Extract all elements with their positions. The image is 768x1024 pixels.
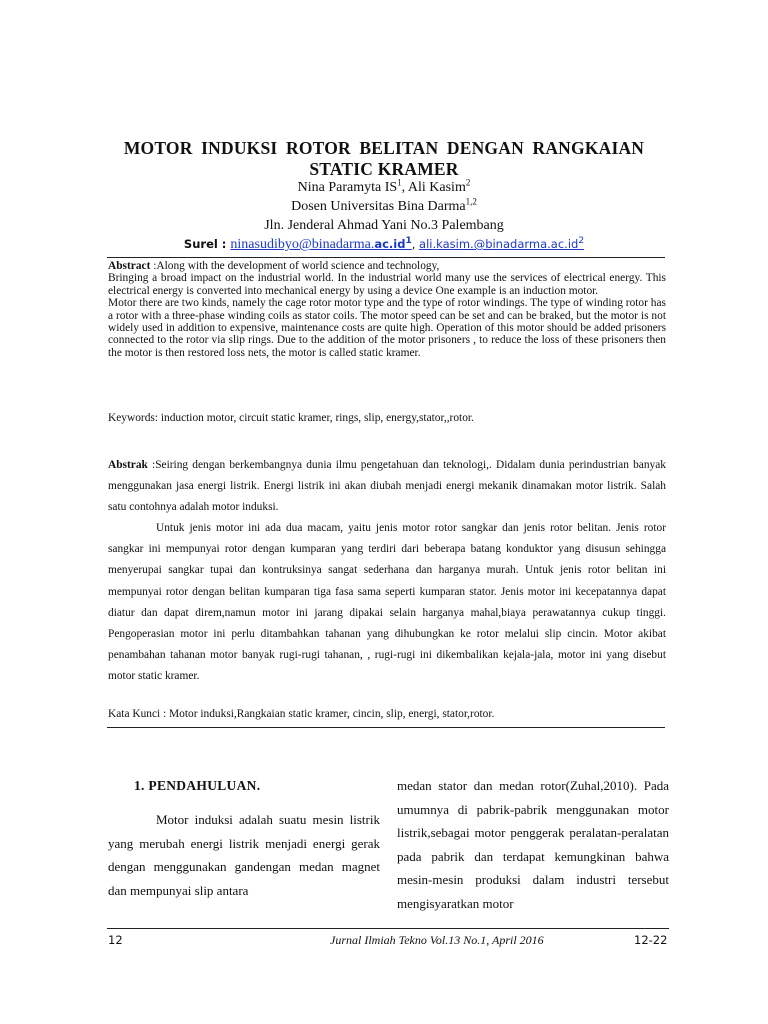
body-right-text: medan stator dan medan rotor(Zuhal,2010). Pada umumnya di pabrik-pabrik menggunakan motor listrik,sebagai motor penggerak peralatan-peralatan pada pabrik dan terdapat kemungkinan bahwa mesin-mesin produksi dalam industri tersebut mengisyaratkan motor — [397, 778, 669, 911]
section-heading: 1. PENDAHULUAN. — [134, 778, 261, 793]
email-label: Surel : — [183, 237, 231, 251]
journal-citation: Jurnal Ilmiah Tekno Vol.13 No.1, April 2016 — [330, 933, 544, 947]
email-2-text: ali.kasim.@binadarma.ac.id — [419, 237, 579, 251]
abstract-indonesian — [108, 455, 666, 687]
page-number: 12 — [108, 933, 123, 947]
email-1-user: ninasudibyo@binadarma. — [230, 237, 375, 252]
keywords-indonesian: Kata Kunci : Motor induksi,Rangkaian static kramer, cincin, slip, energi, stator,rotor. — [108, 708, 495, 720]
page-range: 12-22 — [634, 933, 668, 947]
affiliation-sup: 1,2 — [465, 196, 477, 207]
body-left-column — [108, 808, 380, 902]
email-1-sup: 1 — [405, 236, 412, 247]
author-names — [100, 178, 668, 197]
footer-rule — [107, 928, 669, 929]
author-2: , Ali Kasim — [401, 180, 466, 195]
author-block — [100, 178, 668, 254]
keywords-english: Keywords: induction motor, circuit static kramer, rings, slip, energy,stator,,rotor. — [108, 412, 474, 424]
abstract-en-p3: Motor there are two kinds, namely the cage rotor motor type and the type of rotor windings. The type of winding rotor has a rotor with a three-phase winding coils as stator coils. The motor speed can be set and can be braked, but the motor is not widely used in addition to expensive, maintenance costs are quite high. Operation of this motor should be added prisoners connected to the rotor via slip rings. Due to the addition of the motor prisoners , to reduce the loss of these prisoners then the motor is then restored loss nets, the motor is called static kramer. — [108, 297, 666, 359]
body-right-column — [397, 774, 669, 915]
body-left-text: Motor induksi adalah suatu mesin listrik yang merubah energi listrik menjadi energi gerak dengan menggunakan gandengan medan magnet dan mempunyai slip antara — [108, 812, 380, 898]
title-line-1: MOTOR INDUKSI ROTOR BELITAN DENGAN RANGKAIAN — [123, 138, 645, 158]
abstract-bottom-rule — [107, 727, 665, 728]
email-link-2[interactable] — [419, 237, 584, 251]
abstract-en-p1 — [108, 260, 666, 272]
email-2-sup: 2 — [578, 236, 585, 247]
abstract-top-rule — [107, 257, 665, 258]
affiliation — [100, 197, 668, 216]
email-line — [100, 235, 668, 254]
address: Jln. Jenderal Ahmad Yani No.3 Palembang — [264, 218, 504, 233]
abstrak-label: Abstrak — [108, 459, 148, 471]
abstract-id-p1 — [108, 455, 666, 518]
abstract-id-p2: Untuk jenis motor ini ada dua macam, yaitu jenis motor rotor sangkar dan jenis rotor belitan. Jenis rotor sangkar ini mempunyai rotor dengan kumparan yang terdiri dari beberapa batang konduktor yang disusun sehingga menyerupai sangkar tupai dan kontruksinya sangat sederhana dan harganya murah. Untuk jenis rotor belitan ini mempunyai rotor dengan belitan kumparan tiga fasa sama seperti kumparan stator. Jenis motor ini kecepatannya dapat diatur dan dapat direm,namun motor ini jarang dipakai selain harganya mahal,biaya perawatannya cukup tinggi. Pengoperasian motor ini perlu ditambahkan tahanan yang dihubungkan ke rotor melalui slip cincin. Motor akibat penambahan tahanan motor banyak rugi-rugi tahanan, , rugi-rugi ini dikembalikan kejala-jala, motor ini yang disebut motor static kramer. — [108, 522, 666, 682]
abstract-english — [108, 260, 666, 359]
author-2-sup: 2 — [465, 177, 471, 188]
email-sep: , — [411, 237, 420, 251]
email-link-1[interactable] — [230, 237, 411, 251]
email-1-domain: ac.id — [374, 237, 406, 251]
abstract-en-p1-text: :Along with the development of world science and technology, — [150, 260, 440, 272]
title-line-2: STATIC KRAMER — [309, 159, 459, 179]
abstract-id-p1-text: :Seiring dengan berkembangnya dunia ilmu pengetahuan dan teknologi,. Didalam dunia perindustrian banyak menggunakan jasa energi listrik. Energi listrik ini akan diubah menjadi energi mekanik dinamakan motor listrik. Salah satu contohnya adalah motor induksi. — [108, 459, 666, 514]
author-1-sup: 1 — [397, 177, 402, 188]
paper-title — [100, 138, 668, 180]
affiliation-text: Dosen Universitas Bina Darma — [291, 199, 466, 214]
abstract-label: Abstract — [108, 260, 151, 272]
abstract-en-p2: Bringing a broad impact on the industrial world. In the industrial world many use the services of electrical energy. This electrical energy is converted into mechanical energy by using a device One example is an induction motor. — [108, 272, 666, 297]
author-1: Nina Paramyta IS — [297, 180, 398, 195]
